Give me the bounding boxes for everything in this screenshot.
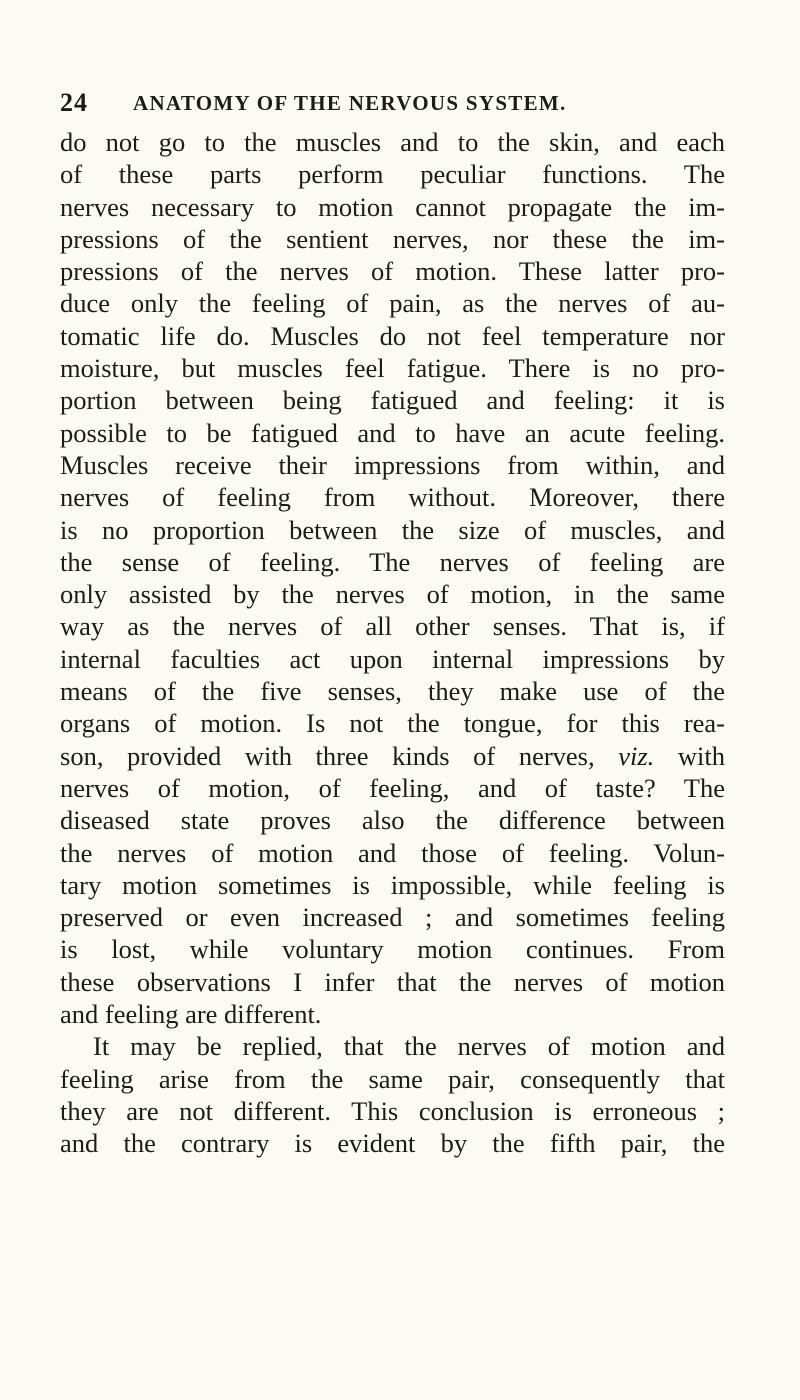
text-line: son, provided with three kinds of nerves, viz. with <box>60 740 725 771</box>
body-text <box>60 126 725 1160</box>
text-line: portion between being fatigued and feeling: it is <box>60 385 725 416</box>
text-line: internal faculties act upon internal impressions by <box>60 643 725 674</box>
text-line: and feeling are different. <box>60 999 322 1030</box>
text-line: tomatic life do. Muscles do not feel temperature nor <box>60 320 725 351</box>
text-line: preserved or even increased ; and sometimes feeling <box>60 902 725 933</box>
text-line: the sense of feeling. The nerves of feeling are <box>60 546 725 577</box>
text-line: is lost, while voluntary motion continues. From <box>60 934 725 965</box>
text-line: organs of motion. Is not the tongue, for this rea- <box>60 708 725 739</box>
text-line: tary motion sometimes is impossible, while feeling is <box>60 869 725 900</box>
text-line: duce only the feeling of pain, as the nerves of au- <box>60 288 725 319</box>
text-line: is no proportion between the size of muscles, and <box>60 514 725 545</box>
page-header <box>60 80 740 120</box>
page-number: 24 <box>60 88 88 117</box>
text-line: these observations I infer that the nerves of motion <box>60 966 725 997</box>
text-line: Muscles receive their impressions from within, and <box>60 449 725 480</box>
text-line: means of the five senses, they make use of the <box>60 676 725 707</box>
text-line: the nerves of motion and those of feeling. Volun- <box>60 837 725 868</box>
text-line: pressions of the nerves of motion. These latter pro- <box>60 256 725 287</box>
running-head: ANATOMY OF THE NERVOUS SYSTEM. <box>133 91 567 115</box>
text-line: nerves necessary to motion cannot propagate the im- <box>60 191 725 222</box>
text-line: do not go to the muscles and to the skin, and each <box>60 127 725 157</box>
italic-viz: viz. <box>618 740 655 771</box>
text-line: pressions of the sentient nerves, nor these the im- <box>60 223 725 254</box>
text-line: way as the nerves of all other senses. That is, if <box>60 611 725 642</box>
text-line: of these parts perform peculiar functions. The <box>60 159 725 190</box>
text-line-indented: It may be replied, that the nerves of motion and <box>93 1031 725 1062</box>
text-line: nerves of feeling from without. Moreover, there <box>60 482 725 513</box>
text-line: moisture, but muscles feel fatigue. There is no pro- <box>60 353 725 384</box>
text-line: nerves of motion, of feeling, and of taste? The <box>60 772 725 803</box>
text-line: and the contrary is evident by the fifth pair, the <box>60 1128 725 1159</box>
text-line: they are not different. This conclusion is erroneous ; <box>60 1095 725 1126</box>
text-line: feeling arise from the same pair, consequently that <box>60 1063 725 1094</box>
text-line: diseased state proves also the difference between <box>60 805 725 836</box>
text-line: possible to be fatigued and to have an acute feeling. <box>60 417 725 448</box>
text-line: only assisted by the nerves of motion, in the same <box>60 579 725 610</box>
